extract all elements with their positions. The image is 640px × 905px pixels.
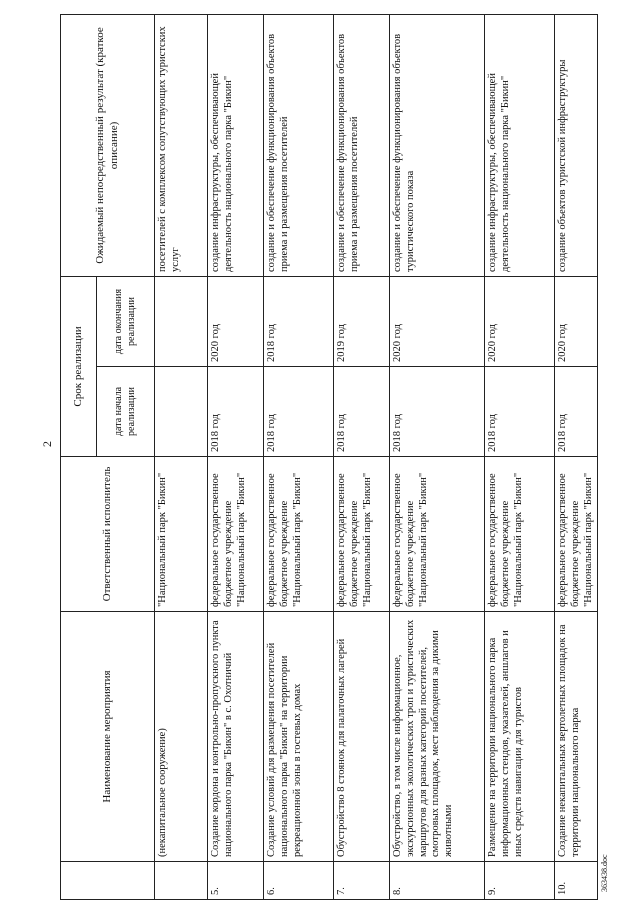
header-end: дата окончания реализации bbox=[97, 276, 155, 366]
cell-executor: федеральное государственное бюджетное учреждение "Национальный парк "Бикин" bbox=[555, 457, 598, 612]
table-row bbox=[390, 14, 485, 899]
cell-result: создание и обеспечение функционирования объектов приема и размещения посетителей bbox=[334, 14, 390, 276]
table-row bbox=[555, 14, 598, 899]
cell-num bbox=[155, 862, 208, 900]
cell-name: Создание условий для размещения посетителей национального парка "Бикин" на территории рекреационной зоны в гостевых домах bbox=[264, 612, 334, 862]
table-row bbox=[208, 14, 264, 899]
cell-executor: федеральное государственное бюджетное учреждение "Национальный парк "Бикин" bbox=[390, 457, 485, 612]
header-result: Ожидаемый непосредственный результат (краткое описание) bbox=[61, 14, 155, 276]
cell-result: создание инфраструктуры, обеспечивающей деятельность национального парка "Бикин" bbox=[208, 14, 264, 276]
cell-num: 6. bbox=[264, 862, 334, 900]
document-id: 363438.doc bbox=[600, 854, 609, 892]
cell-end: 2020 год bbox=[485, 276, 555, 366]
cell-num: 10. bbox=[555, 862, 598, 900]
activities-table bbox=[60, 14, 598, 900]
header-start: дата начала реализации bbox=[97, 367, 155, 457]
continuation-row bbox=[155, 14, 208, 899]
cell-name: Обустройство, в том числе информационное, экскурсионных экологических троп и туристических маршрутов для разных категорий посетителей, смотровых площадок, мест наблюдения за дикими животными bbox=[390, 612, 485, 862]
cell-executor: федеральное государственное бюджетное учреждение "Национальный парк "Бикин" bbox=[334, 457, 390, 612]
cell-result: создание и обеспечение функционирования объектов приема и размещения посетителей bbox=[264, 14, 334, 276]
table-row bbox=[485, 14, 555, 899]
cell-start: 2018 год bbox=[555, 367, 598, 457]
cell-name: Обустройство 8 стоянок для палаточных лагерей bbox=[334, 612, 390, 862]
cell-result: создание объектов туристской инфраструктуры bbox=[555, 14, 598, 276]
cell-executor: федеральное государственное бюджетное учреждение "Национальный парк "Бикин" bbox=[208, 457, 264, 612]
cell-num: 7. bbox=[334, 862, 390, 900]
cell-name: Создание кордона и контрольно-пропускного пункта национального парка "Бикин" в с. Охотничий bbox=[208, 612, 264, 862]
cell-executor: федеральное государственное бюджетное учреждение "Национальный парк "Бикин" bbox=[485, 457, 555, 612]
cell-executor: "Национальный парк "Бикин" bbox=[155, 457, 208, 612]
cell-name: Создание некапитальных вертолетных площадок на территории национального парка bbox=[555, 612, 598, 862]
cell-name: Размещение на территории национального парка информационных стендов, указателей, аншлагов и иных средств навигации для туристов bbox=[485, 612, 555, 862]
cell-start: 2018 год bbox=[390, 367, 485, 457]
cell-num: 5. bbox=[208, 862, 264, 900]
cell-result: создание и обеспечение функционирования объектов туристического показа bbox=[390, 14, 485, 276]
cell-result: создание инфраструктуры, обеспечивающей деятельность национального парка "Бикин" bbox=[485, 14, 555, 276]
header-name: Наименование мероприятия bbox=[61, 612, 155, 862]
cell-name: (некапитальное сооружение) bbox=[155, 612, 208, 862]
cell-end: 2020 год bbox=[208, 276, 264, 366]
cell-start: 2018 год bbox=[264, 367, 334, 457]
cell-executor: федеральное государственное бюджетное учреждение "Национальный парк "Бикин" bbox=[264, 457, 334, 612]
header-executor: Ответственный исполнитель bbox=[61, 457, 155, 612]
cell-end: 2020 год bbox=[555, 276, 598, 366]
cell-start: 2018 год bbox=[208, 367, 264, 457]
cell-start bbox=[155, 367, 208, 457]
table-row bbox=[334, 14, 390, 899]
cell-start: 2018 год bbox=[485, 367, 555, 457]
cell-end: 2020 год bbox=[390, 276, 485, 366]
header-num bbox=[61, 862, 155, 900]
page-number: 2 bbox=[40, 441, 54, 447]
cell-num: 8. bbox=[390, 862, 485, 900]
table-row bbox=[264, 14, 334, 899]
cell-start: 2018 год bbox=[334, 367, 390, 457]
header-period: Срок реализации bbox=[61, 276, 97, 456]
cell-num: 9. bbox=[485, 862, 555, 900]
cell-result: посетителей с комплексом сопутствующих туристских услуг bbox=[155, 14, 208, 276]
cell-end: 2018 год bbox=[264, 276, 334, 366]
rotated-table-wrapper bbox=[60, 15, 595, 900]
cell-end bbox=[155, 276, 208, 366]
cell-end: 2019 год bbox=[334, 276, 390, 366]
